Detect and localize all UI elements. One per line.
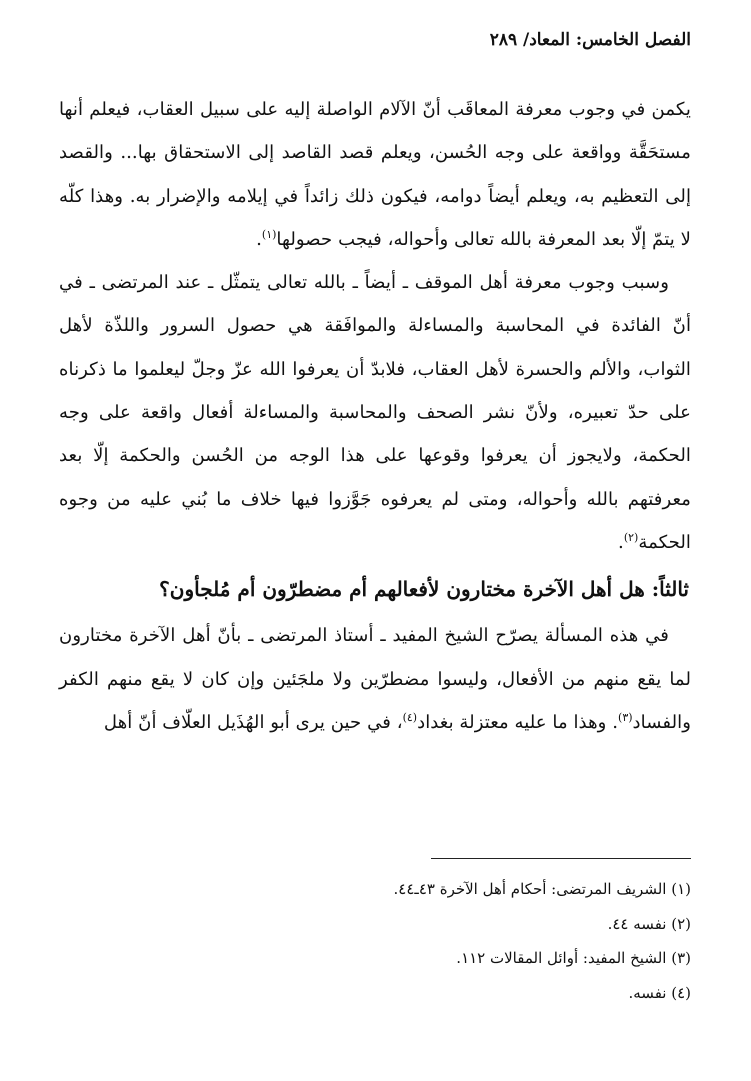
running-header: الفصل الخامس: المعاد/ ٢٨٩ <box>489 30 691 50</box>
paragraph-3-part1: في هذه المسألة يصرّح الشيخ المفيد ـ أستاذ المرتضى ـ بأنّ أهل الآخرة مختارون لما يقع منهم من الأفعال، وليسوا مضطرّين ولا ملجَئين وإن كان لا يقع منهم الكفر والفساد <box>59 625 691 733</box>
footnote-4: (٤) نفسه. <box>628 983 691 1002</box>
paragraph-1 <box>59 88 691 261</box>
paragraph-3 <box>59 614 691 744</box>
footnote-3: (٣) الشيخ المفيد: أوائل المقالات ١١٢. <box>456 949 691 967</box>
footnote-1: (١) الشريف المرتضى: أحكام أهل الآخرة ٤٣ـ٤٤. <box>393 880 691 898</box>
paragraph-3-part2: . وهذا ما عليه معتزلة بغداد <box>417 711 619 733</box>
paragraph-2-text: وسبب وجوب معرفة أهل الموقف ـ أيضاً ـ بالله تعالى يتمثّل ـ عند المرتضى ـ في أنّ الفائدة في المحاسبة والمساءلة والموافَقة هي حصول السرور واللذّة لأهل الثواب، والألم والحسرة لأهل العقاب، فلابدّ أن يعرفوا الله عزّ وجلّ ليعلموا ما ذكرناه على حدّ تعبيره، ولأنّ نشر الصحف والمحاسبة والمساءلة أفعال واقعة على وجه الحكمة، ولايجوز أن يعرفوا وقوعها على هذا الوجه من الحُسن والحكمة إلّا بعد معرفتهم بالله وأحواله، ومتى لم يعرفوه جَوَّزوا فيها خلاف ما بُني عليه من وجوه الحكمة <box>59 272 691 553</box>
footnote-divider <box>431 858 691 859</box>
footnotes-list <box>59 872 691 1010</box>
footnote-ref-3[interactable]: (٣) <box>618 710 633 724</box>
footnote-ref-4[interactable]: (٤) <box>402 710 418 724</box>
paragraph-1-text: يكمن في وجوب معرفة المعاقَب أنّ الآلام الواصلة إليه على سبيل العقاب، فيعلم أنها مستحَقَّة وواقعة على وجه الحُسن، ويعلم قصد القاصد إلى الاستحقاق بها... والقصد إلى التعظيم به، ويعلم أيضاً دوامه، فيكون ذلك زائداً في إيلامه والإضرار به. وهذا كلّه لا يتمّ إلّا بعد المعرفة بالله تعالى وأحواله، فيجب حصولها <box>59 99 691 250</box>
main-text <box>59 88 691 744</box>
paragraph-3-part3: ، في حين يرى أبو الهُذَيل العلّاف أنّ أهل <box>103 711 403 733</box>
paragraph-1-tail: . <box>256 228 262 250</box>
paragraph-2 <box>59 261 691 564</box>
footnote-2: (٢) نفسه ٤٤. <box>607 914 691 933</box>
footnote-ref-1[interactable]: (١) <box>261 227 277 241</box>
section-heading: ثالثاً: هل أهل الآخرة مختارون لأفعالهم أم مضطرّون أم مُلجأون؟ <box>159 577 689 602</box>
footnote-ref-2[interactable]: (٢) <box>623 530 639 544</box>
paragraph-2-tail: . <box>618 531 624 553</box>
